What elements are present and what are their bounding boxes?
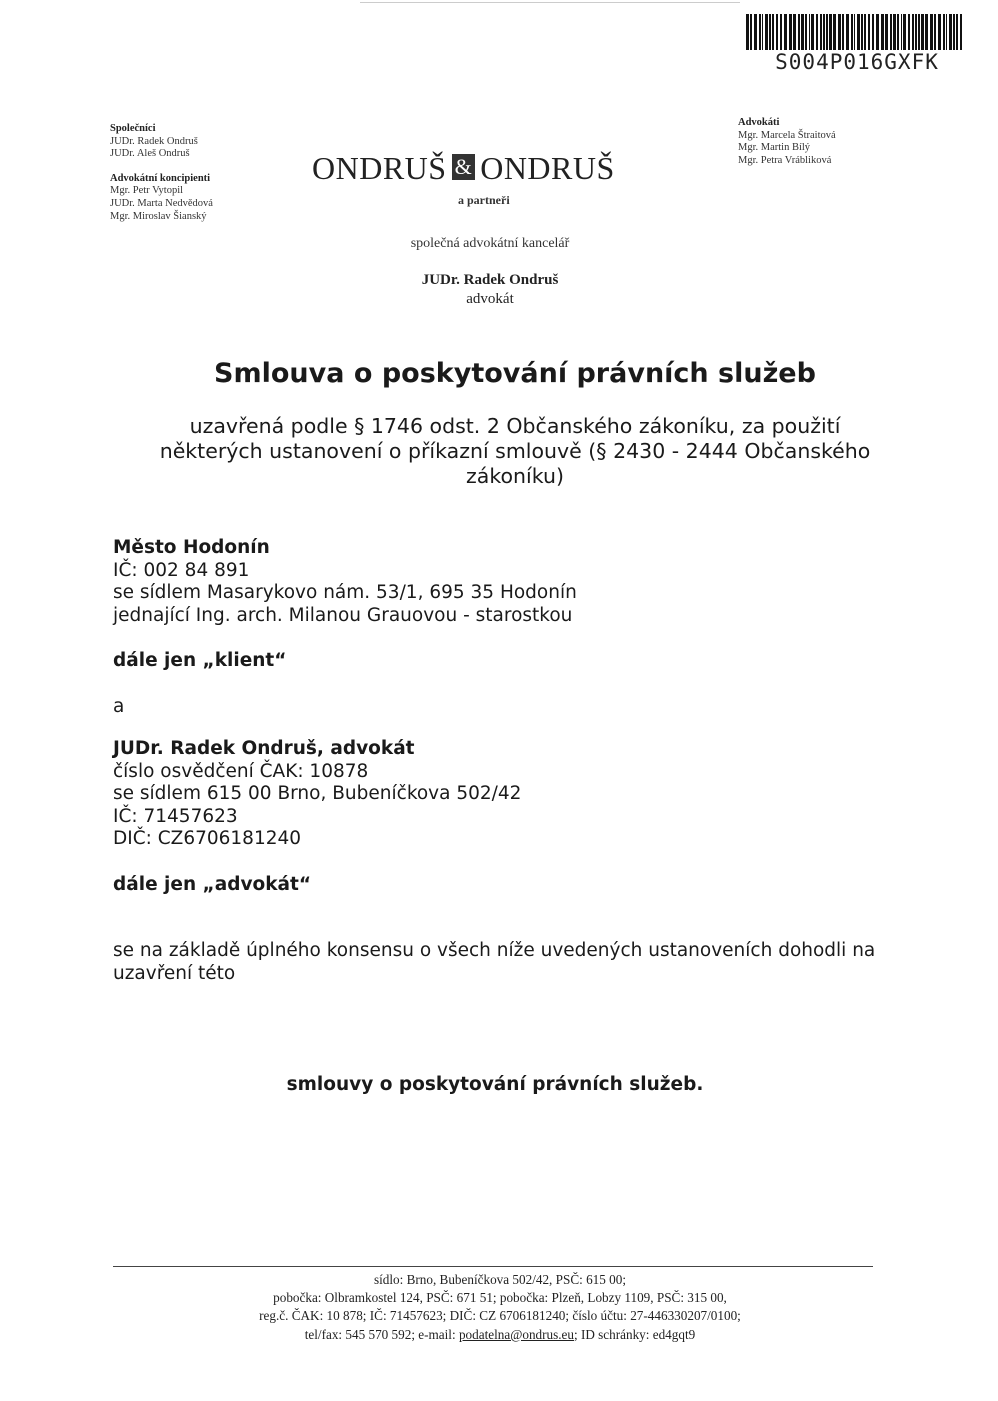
trainee-name: JUDr. Marta Nedvědová — [110, 197, 213, 209]
document-title: Smlouva o poskytování právních služeb — [214, 358, 816, 389]
firm-logo — [312, 150, 672, 187]
footer-databox: ; ID schránky: ed4gqt9 — [574, 1326, 696, 1342]
footer-seat: sídlo: Brno, Bubeníčkova 502/42, PSČ: 615 00; — [373, 1272, 627, 1287]
barcode-image — [746, 14, 964, 50]
logo-ampersand: & — [452, 154, 476, 180]
agreement-text: se na základě úplného konsensu o všech níže uvedených ustanoveních dohodli na uzavření této — [113, 940, 876, 984]
footer-divider — [113, 1266, 873, 1267]
scan-edge-line — [360, 2, 740, 3]
logo-second-name: ONDRUŠ — [480, 150, 615, 186]
footer-contact — [190, 1326, 810, 1344]
client-designation: dále jen „klient“ — [113, 650, 287, 671]
document-subtitle: uzavřená podle § 1746 odst. 2 Občanského zákoníku, za použití některých ustanovení o příkazní smlouvě (§ 2430 - 2444 Občanského zákoníku) — [159, 414, 871, 488]
client-id: IČ: 002 84 891 — [113, 559, 250, 581]
party-client — [113, 537, 913, 627]
firm-person: JUDr. Radek Ondruš — [421, 272, 559, 288]
footer-registration: reg.č. ČAK: 10 878; IČ: 71457623; DIČ: CZ 6706181240; číslo účtu: 27-446330207/0100; — [259, 1308, 741, 1324]
advocate-designation: dále jen „advokát“ — [113, 874, 311, 895]
footer-email-link[interactable]: podatelna@ondrus.eu — [458, 1326, 574, 1342]
contract-name: smlouvy o poskytování právních služeb. — [286, 1074, 704, 1095]
letterhead-left-column — [110, 123, 310, 223]
trainee-name: Mgr. Petr Vytopil — [110, 185, 184, 197]
logo-subtitle: a partneři — [458, 193, 510, 207]
attorney-name: Mgr. Marcela Štraitová — [738, 129, 836, 141]
advocate-seat: se sídlem 615 00 Brno, Bubeníčkova 502/42 — [113, 783, 522, 804]
footer-branches: pobočka: Olbramkostel 124, PSČ: 671 51; pobočka: Plzeň, Lobzy 1109, PSČ: 315 00, — [273, 1290, 727, 1306]
footer-phone: tel/fax: 545 570 592; e-mail: — [304, 1326, 459, 1342]
logo-first-name: ONDRUŠ — [312, 150, 447, 186]
letterhead-right-column — [738, 117, 938, 167]
trainees-heading: Advokátní koncipienti — [110, 172, 211, 184]
advocate-cak-number: číslo osvědčení ČAK: 10878 — [113, 760, 369, 782]
advocate-id: IČ: 71457623 — [113, 805, 238, 827]
advocate-name: JUDr. Radek Ondruš, advokát — [113, 738, 415, 759]
barcode-code: S004P016GXFK — [775, 50, 939, 74]
client-name: Město Hodonín — [113, 537, 270, 558]
trainee-name: Mgr. Miroslav Šianský — [110, 210, 207, 222]
attorney-name: Mgr. Martin Bílý — [738, 142, 811, 154]
conjunction: a — [113, 696, 125, 717]
footer — [190, 1271, 810, 1344]
attorney-name: Mgr. Petra Vrábliková — [738, 154, 832, 166]
partner-name: JUDr. Radek Ondruš — [110, 135, 198, 147]
partners-heading: Společníci — [110, 123, 156, 134]
firm-role: advokát — [466, 291, 514, 307]
client-seat: se sídlem Masarykovo nám. 53/1, 695 35 Hodonín — [113, 582, 577, 603]
partner-name: JUDr. Aleš Ondruš — [110, 148, 190, 160]
attorneys-heading: Advokáti — [738, 117, 780, 128]
party-advocate — [113, 738, 913, 851]
firm-type: společná advokátní kancelář — [410, 236, 570, 251]
advocate-vat: DIČ: CZ6706181240 — [113, 828, 302, 849]
client-representative: jednající Ing. arch. Milanou Grauovou - starostkou — [113, 604, 573, 626]
